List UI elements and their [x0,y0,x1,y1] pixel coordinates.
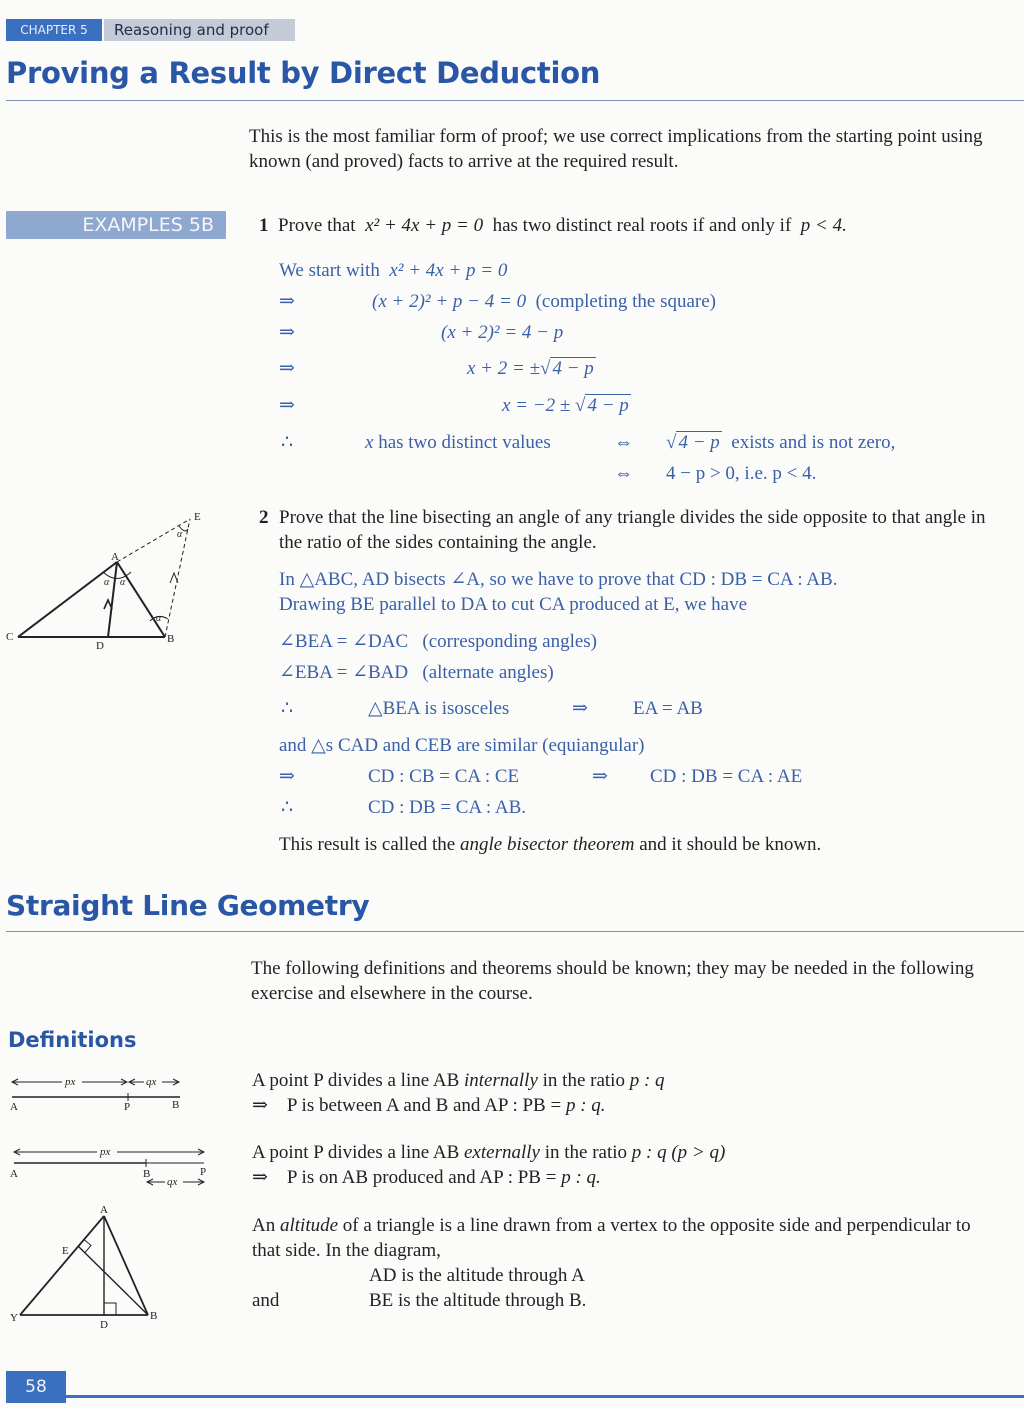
proof2-line: CD : DB = CA : AE [650,766,803,787]
chapter-title: Reasoning and proof [104,19,295,41]
label-alpha: α [177,529,183,540]
label-alpha: α [120,577,126,588]
label-a: A [10,1101,18,1113]
side-ab [117,562,165,637]
altitude-line-ad: AD is the altitude through A [369,1265,585,1286]
right-angle-d [104,1303,116,1315]
definition-external-line2: ⇒ P is on AB produced and AP : PB = p : q. [252,1167,601,1188]
proof2-line: CD : DB = CA : AB. [368,797,527,818]
equation: x² + 4x + p = 0 [365,215,484,236]
side-ab [104,1216,148,1315]
radicand: 4 − p [587,395,629,416]
theorem-name: angle bisector theorem [459,834,635,855]
proof2-line: △BEA is isosceles [368,698,510,719]
therefore-symbol: ∴ [281,432,294,453]
proof-line: x + 2 = ±√ 4 − p [467,358,594,379]
label-px: px [100,1146,111,1158]
implies-arrow: ⇒ [279,322,295,343]
label-e: E [194,511,201,523]
iff-symbol: ⇔ [614,432,633,453]
example2-prompt [259,505,999,555]
example2-prompt-text: Prove that the line bisecting an angle of any triangle divides the side opposite to that angle in the ratio of the sides containing the angle. [279,507,986,553]
proof2-line: CD : CB = CA : CE [368,766,520,787]
proof2-line: Drawing BE parallel to DA to cut CA produced at E, we have [279,594,748,615]
implies-arrow: ⇒ [279,358,295,379]
label-p: P [200,1166,207,1178]
proof2-line: and △s CAD and CEB are similar (equiangular) [279,735,645,756]
section2-intro: The following definitions and theorems should be known; they may be needed in the following exercise and elsewhere in the course. [251,958,974,1004]
bisector-ad [108,562,117,637]
conclusion: x has two distinct values [365,432,551,453]
label-y: Y [10,1312,18,1324]
therefore-symbol: ∴ [281,797,294,818]
altitude-line-be: BE is the altitude through B. [369,1290,587,1311]
page-number: 58 [6,1371,66,1403]
label-p: P [124,1101,131,1113]
radicand: 4 − p [552,358,594,379]
section-title-direct-deduction: Proving a Result by Direct Deduction [6,56,601,90]
label-b: B [172,1099,180,1111]
section-title-straight-line: Straight Line Geometry [6,889,370,922]
label-b: B [167,633,175,645]
side-ya [20,1216,104,1315]
label-a: A [10,1168,18,1180]
label-b: B [143,1168,151,1180]
definition-altitude: An altitude of a triangle is a line drawn from a vertex to the opposite side and perpendicular to that side. In the diagram, [252,1215,971,1261]
definition-internal-line2: ⇒ P is between A and B and AP : PB = p : q. [252,1095,606,1116]
altitude-be [78,1246,148,1315]
example-number: 2 [259,507,269,528]
section-intro: This is the most familiar form of proof; we use correct implications from the starting point using known (and proved) facts to arrive at the required result. [249,126,983,172]
proof2-line: In △ABC, AD bisects ∠A, so we have to prove that CD : DB = CA : AB. [279,569,838,590]
condition-line: √ 4 − p exists and is not zero, [666,432,896,453]
examples-banner: EXAMPLES 5B [6,211,226,239]
proof-start: We start with x² + 4x + p = 0 [279,260,508,281]
angle-bisector-figure [0,505,230,655]
definition-external: A point P divides a line AB externally in the ratio p : q (p > q) [252,1142,726,1163]
condition-line: 4 − p > 0, i.e. p < 4. [666,463,817,484]
label-px: px [65,1076,76,1088]
definition-internal: A point P divides a line AB internally in the ratio p : q [252,1070,665,1091]
implies-arrow: ⇒ [279,291,295,312]
section-rule [6,931,1024,932]
label-d: D [96,640,104,652]
section-rule [6,100,1024,101]
label-a: A [100,1204,108,1216]
implies-arrow: ⇒ [279,395,295,416]
implies-arrow: ⇒ [279,766,295,787]
side-ca [18,562,117,637]
proof-line: x = −2 ± √ 4 − p [502,395,629,416]
internal-division-figure [4,1070,204,1115]
proof2-line: ∠BEA = ∠DAC (corresponding angles) [279,631,598,652]
iff-symbol: ⇔ [614,463,633,484]
label-alpha: α [104,577,110,588]
produced-ce [117,519,190,562]
proof2-line: ∠EBA = ∠BAD (alternate angles) [279,662,554,683]
label-c: C [6,631,14,643]
example-number: 1 [259,215,269,236]
proof-line: (x + 2)² = 4 − p [441,322,564,343]
proof-line: (x + 2)² + p − 4 = 0 (completing the square) [372,291,717,312]
right-angle-e [83,1238,91,1253]
label-alpha: α [156,613,162,624]
altitude-figure [4,1202,174,1332]
external-division-figure [4,1142,219,1192]
definitions-heading: Definitions [8,1028,137,1052]
label-a: A [111,551,119,563]
label-e: E [62,1245,69,1257]
label-b: B [150,1310,158,1322]
label-qx: qx [146,1076,157,1088]
chapter-tag: CHAPTER 5 [6,19,102,41]
therefore-symbol: ∴ [281,698,294,719]
implies-arrow: ⇒ [592,766,608,787]
theorem-note: This result is called the angle bisector theorem and it should be known. [279,834,822,855]
label-d: D [100,1319,108,1331]
conclusion-text: has two distinct values [378,432,551,453]
bisector-arrow [104,600,112,609]
proof2-line: EA = AB [633,698,703,719]
example1-prompt: 1 Prove that x² + 4x + p = 0 has two distinct real roots if and only if p < 4. [259,215,847,236]
footer-rule [66,1395,1024,1398]
implies-arrow: ⇒ [572,698,588,719]
altitude-and: and [252,1290,280,1311]
label-qx: qx [167,1176,178,1188]
